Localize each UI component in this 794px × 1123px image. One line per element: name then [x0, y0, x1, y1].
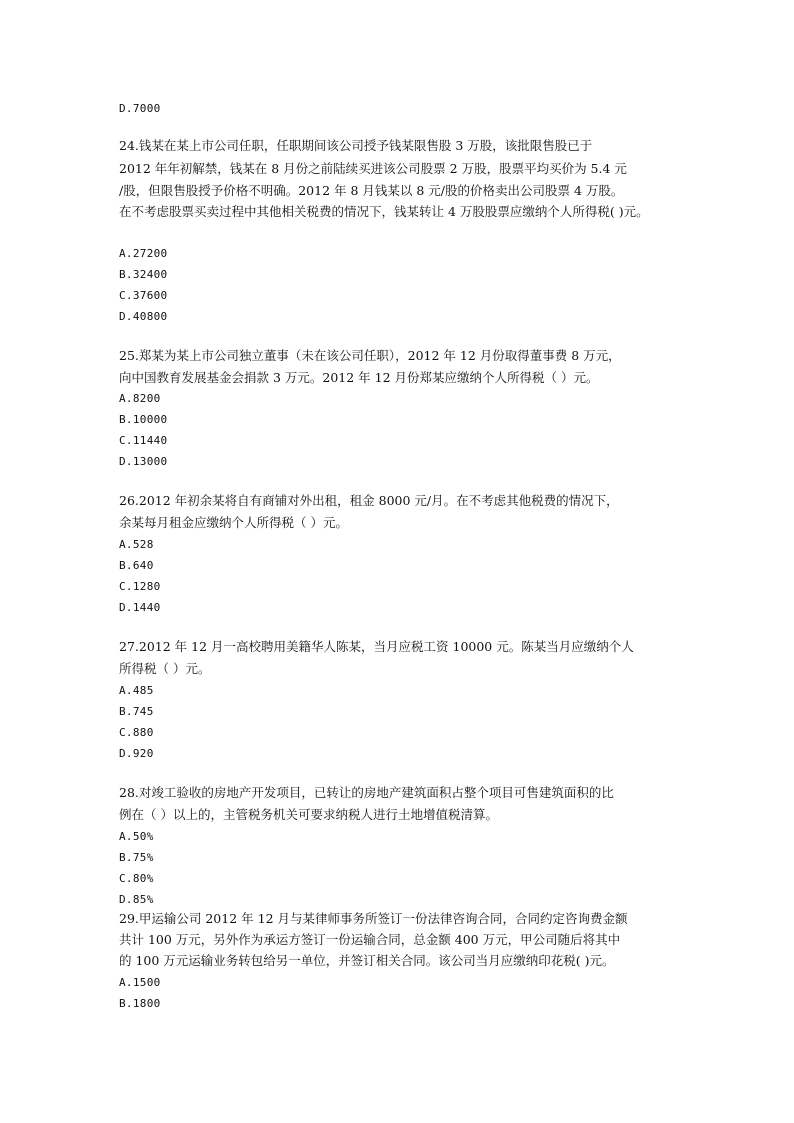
q28-option-c: C.80% — [119, 872, 154, 885]
q25-text-line-1: 25.郑某为某上市公司独立董事（未在该公司任职），2012 年 12 月份取得董事费 8 万元， — [119, 348, 621, 363]
q25-option-c: C.11440 — [119, 434, 168, 447]
q28-text-line-2: 例在（ ）以上的，主管税务机关可要求纳税人进行土地增值税清算。 — [119, 807, 498, 822]
q24-text-line-3: /股，但限售股授予价格不明确。2012 年 8 月钱某以 8 元/股的价格卖出公司股票 4 万股。 — [119, 183, 624, 198]
q29-text-line-2: 共计 100 万元，另外作为承运方签订一份运输合同，总金额 400 万元，甲公司随后将其中 — [119, 932, 621, 947]
q25-option-a: A.8200 — [119, 392, 161, 405]
q25-text-line-2: 向中国教育发展基金会捐款 3 万元。2012 年 12 月份郑某应缴纳个人所得税（ ）元。 — [119, 370, 599, 385]
q24-text-line-2: 2012 年年初解禁，钱某在 8 月份之前陆续买进该公司股票 2 万股，股票平均买价为 5.4 元 — [119, 161, 627, 176]
q26-text-line-1: 26.2012 年初余某将自有商铺对外出租，租金 8000 元/月。在不考虑其他税费的情况下， — [119, 493, 619, 508]
q28-option-d: D.85% — [119, 893, 154, 906]
q24-text-line-1: 24.钱某在某上市公司任职，任职期间该公司授予钱某限售股 3 万股，该批限售股已于 — [119, 138, 593, 153]
q27-option-b: B.745 — [119, 705, 154, 718]
q27-option-d: D.920 — [119, 747, 154, 760]
q24-text-line-4: 在不考虑股票买卖过程中其他相关税费的情况下，钱某转让 4 万股股票应缴纳个人所得税( )元。 — [119, 204, 649, 219]
q24-option-a: A.27200 — [119, 247, 168, 260]
q26-option-a: A.528 — [119, 538, 154, 551]
q24-option-b: B.32400 — [119, 268, 168, 281]
q26-option-c: C.1280 — [119, 580, 161, 593]
q25-option-b: B.10000 — [119, 413, 168, 426]
q27-option-a: A.485 — [119, 684, 154, 697]
q28-option-b: B.75% — [119, 851, 154, 864]
q27-text-line-1: 27.2012 年 12 月一高校聘用美籍华人陈某，当月应税工资 10000 元。陈某当月应缴纳个人 — [119, 639, 634, 654]
q24-option-c: C.37600 — [119, 289, 168, 302]
q25-option-d: D.13000 — [119, 455, 168, 468]
q23-option-d: D.7000 — [119, 102, 161, 115]
q27-text-line-2: 所得税（ ）元。 — [119, 661, 211, 676]
q26-option-d: D.1440 — [119, 601, 161, 614]
q24-option-d: D.40800 — [119, 310, 168, 323]
q28-option-a: A.50% — [119, 830, 154, 843]
q26-option-b: B.640 — [119, 559, 154, 572]
q27-option-c: C.880 — [119, 726, 154, 739]
q29-text-line-3: 的 100 万元运输业务转包给另一单位，并签订相关合同。该公司当月应缴纳印花税( )元。 — [119, 953, 615, 968]
q29-option-b: B.1800 — [119, 997, 161, 1010]
q28-text-line-1: 28.对竣工验收的房地产开发项目，已转让的房地产建筑面积占整个项目可售建筑面积的比 — [119, 785, 614, 800]
q26-text-line-2: 余某每月租金应缴纳个人所得税（ ）元。 — [119, 515, 348, 530]
q29-option-a: A.1500 — [119, 976, 161, 989]
q29-text-line-1: 29.甲运输公司 2012 年 12 月与某律师事务所签订一份法律咨询合同，合同约定咨询费金额 — [119, 911, 628, 926]
